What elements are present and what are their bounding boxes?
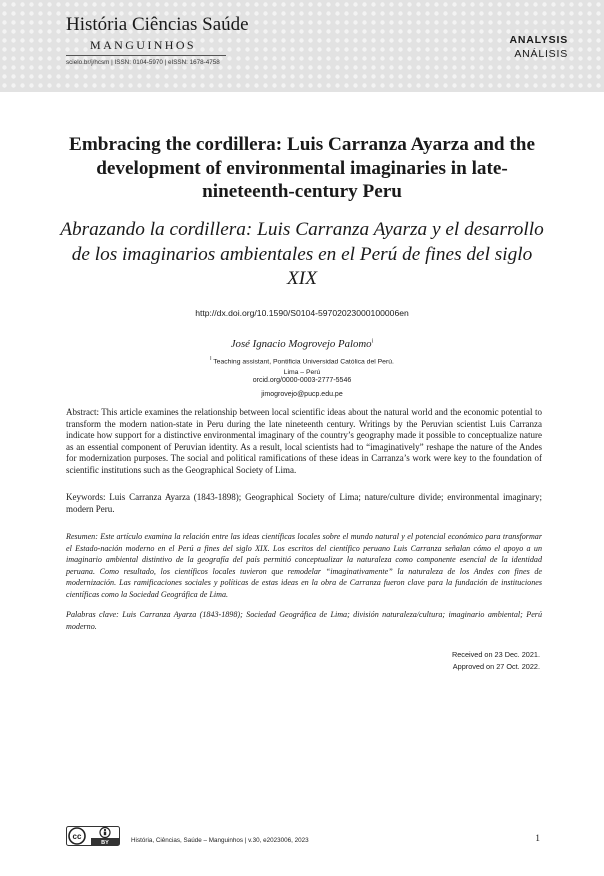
affiliation-location: Lima – Perú: [283, 368, 321, 376]
page-number: 1: [535, 834, 540, 844]
journal-subtitle: MANGUINHOS: [90, 38, 197, 52]
resumen-paragraph: Resumen: Este artículo examina la relación entre las ideas científicas locales sobre el mundo natural y el potencial económico para transformar el Estado-nación moderno en el Perú a fines del siglo XIX. Los escritos del científico peruano Luis Carranza señalan cómo el apoyo a un imaginario ambiental distintivo de la geografía del país permitió conceptualizar la naturaleza como componente esencial de la identidad peruana. Como resultado, los científicos locales tuvieron que remodelar “imaginativamente” la naturaleza de los Andes con fines de modernización. Las ramificaciones sociales y políticas de estas ideas en la obra de Carranza fueron clave para la fundación de instituciones científicas como la Sociedad Geográfica de Lima.: [66, 532, 542, 599]
keywords-paragraph: Keywords: Luis Carranza Ayarza (1843-1898); Geographical Society of Lima; nature/culture divide; environmental imaginary; modern Peru.: [66, 492, 542, 514]
article-title-es: Abrazando la cordillera: Luis Carranza Ayarza y el desarrollo de los imaginarios ambientales en el Perú de fines del siglo XIX: [60, 219, 544, 289]
section-label: [509, 33, 568, 61]
journal-word-historia: História: [66, 14, 128, 35]
orcid-link[interactable]: orcid.org/0000-0003-2777-5546: [252, 377, 352, 384]
journal-name: [66, 14, 249, 36]
received-date: Received on 23 Dec. 2021.: [451, 650, 540, 659]
submission-dates: [452, 649, 540, 672]
cc-label: cc: [72, 832, 82, 841]
palabras-clave-paragraph: Palabras clave: Luis Carranza Ayarza (1843-1898); Sociedad Geográfica de Lima; división naturaleza/cultura; imaginario ambiental; Perú moderno.: [66, 610, 542, 631]
journal-logo: [66, 14, 249, 66]
journal-word-saude: Saúde: [202, 14, 249, 35]
author-affiliation: [60, 354, 544, 378]
doi-link[interactable]: http://dx.doi.org/10.1590/S0104-59702023000100006en: [195, 308, 409, 318]
journal-word-ciencias: Ciências: [131, 14, 198, 35]
approved-date: Approved on 27 Oct. 2022.: [452, 661, 540, 671]
abstract-paragraph: Abstract: This article examines the relationship between local scientific ideas about the natural world and the economic potential to transform the modern nation-state in Peru during the late nineteenth century. Writings by the Peruvian scientist Luis Carranza indicate how support for a distinctive environmental imaginary of the country’s geography made it possible to conceptualize nature as an essential component of Peruvian identity. As a result, local scientists had to “imaginatively” reshape the nature of the Andes for modernization purposes. The social and political ramifications of these ideas in Carranza’s work were key to the foundation of scientific institutions such as the Geographical Society of Lima.: [66, 407, 542, 475]
logo-divider: [66, 55, 226, 56]
email-link[interactable]: jimogrovejo@pucp.edu.pe: [261, 391, 343, 398]
cc-by-license-icon[interactable]: [66, 826, 120, 846]
author-name-text: José Ignacio Mogrovejo Palomo: [230, 338, 372, 350]
section-label-en: ANALYSIS: [509, 34, 568, 46]
article-title-en: Embracing the cordillera: Luis Carranza Ayarza and the development of environmental imaginaries in late-nineteenth-century Peru: [69, 134, 535, 202]
affiliation-superscript: I: [210, 356, 212, 362]
footer-citation: História, Ciências, Saúde – Manguinhos | v.30, e2023006, 2023: [131, 837, 309, 844]
author-superscript: i: [371, 338, 374, 345]
journal-header: [0, 0, 604, 92]
affiliation-text: Teaching assistant, Pontificia Universidad Católica del Perú.: [213, 358, 394, 366]
author-name: [60, 338, 544, 350]
by-label: BY: [101, 839, 109, 846]
section-label-es: ANÁLISIS: [514, 48, 568, 60]
issn-line: scielo.br/j/hcsm | ISSN: 0104-5970 | eISSN: 1678-4758: [66, 59, 220, 66]
